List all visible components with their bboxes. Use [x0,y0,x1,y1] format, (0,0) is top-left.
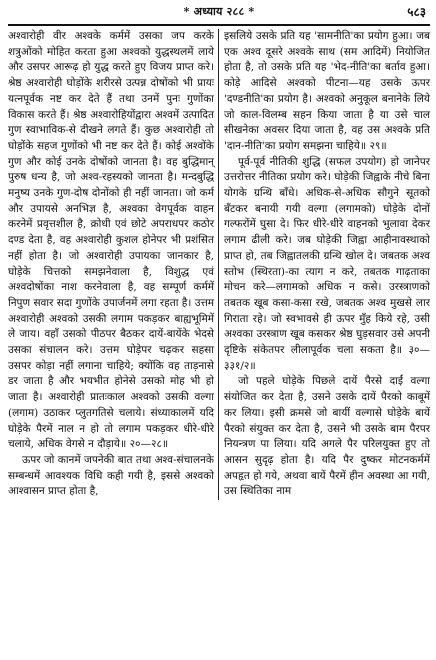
paragraph: अश्वारोही वीर अश्वके कर्ममें उसका जप करके शत्रुओंको मोहित करता हुआ अश्वको युद्धस्थलमें लाये और उसपर आरूढ़ हो युद्ध करते हुए विजय प्राप्त करे। श्रेष्ठ अश्वारोही घोड़ोंके शरीरसे उत्पन्न दोषोंको भी प्रायः यत्नपूर्वक नष्ट कर देते हैं तथा उनमें पुनः गुणोंका विकास करते हैं। श्रेष्ठ अश्वारोहियोंद्वारा अश्वमें उत्पादित गुण स्वाभाविक-से दीखने लगते हैं। कुछ अश्वारोही तो घोड़ोंके सहज गुणोंको भी नष्ट कर देते हैं। कोई अश्वोंके गुण और कोई उनके दोषोंको जानता है। वह बुद्धिमान् पुरुष धन्य है, जो अश्व-रहस्यको जानता है। मन्दबुद्धि मनुष्य उनके गुण-दोष दोनोंको ही नहीं जानता। जो कर्म और उपायसे अनभिज्ञ है, अश्वका वेगपूर्वक वाहन करनेमें प्रवृत्तशील है, क्रोधी एवं छोटे अपराधपर कठोर दण्ड देता है, वह अश्वारोही कुशल होनेपर भी प्रशंसित नहीं होता है। जो अश्वारोही उपायका जानकार है, घोड़ेके चित्तको समझनेवाला है, विशुद्ध एवं अश्वदोषोंका नाश करनेवाला है, वह सम्पूर्ण कर्ममें निपुण सवार सदा गुणोंके उपार्जनमें लगा रहता है। उत्तम अश्वारोही अश्वको उसकी लगाम पकड़कर बाह्यभूमिमें ले जाय। वहाँ उसको पीठपर बैठकर दायें-बायेंके भेदसे उसका संचालन करे। उत्तम घोड़ेपर चढ़कर सहसा उसपर कोड़ा नहीं लगाना चाहिये; क्योंकि वह ताड़नासे डर जाता है और भयभीत होनेसे उसको मोह भी हो जाता है। अश्वारोही प्रातःकाल अश्वको उसकी वल्गा (लगाम) उठाकर प्लुतगतिसे चलाये। संध्याकालमें यदि घोड़ेके पैरमें नाल न हो तो लगाम पकड़कर धीरे-धीरे चलाये, अधिक वेगसे न दौड़ाये॥ २०—२८॥ [8,30,214,451]
left-column [8,29,219,500]
page-header [8,2,430,24]
page-number: ५८३ [407,5,426,19]
header-rule [8,24,430,26]
right-column [219,29,430,500]
paragraph: इसलिये उसके प्रति यह 'सामनीति'का प्रयोग हुआ। जब एक अश्व दूसरे अश्वके साथ (सम आदिमें) नियोजित होता है, तो उसके प्रति यह 'भेद-नीति'का बर्ताव हुआ। कोड़े आदिसे अश्वको पीटना—यह उसके ऊपर 'दण्डनीति'का प्रयोग है। अश्वको अनुकूल बनानेके लिये जो काल-विलम्ब सहन किया जाता है या उसे चाल सीखनेका अवसर दिया जाता है, वह उस अश्वके प्रति 'दान-नीति'का प्रयोग समझना चाहिये॥ २९॥ [224,30,430,152]
chapter-title: * अध्याय २८८ * [183,5,255,18]
paragraph: पूर्व-पूर्व नीतिकी शुद्धि (सफल उपयोग) हो जानेपर उत्तरोत्तर नीतिका प्रयोग करे। घोड़ेकी जिह्वाके नीचे बिना योगके ग्रन्थि बाँधे। अधिक-से-अधिक सौगुने सूतको बँटकर बनायी गयी वल्गा (लगामको) घोड़ेके दोनों गल्फरोंमें घुसा दे। फिर धीरे-धीरे वाहनको भुलावा देकर लगाम ढीली करे। जब घोड़ेकी जिह्वा आहीनावस्थाको प्राप्त हो, तब जिह्वातलकी ग्रन्थि खोल दे। जबतक अश्व स्तोभ (स्थिरता)-का त्याग न करे, तबतक गाढ़ताका मोचन करे—लगामको अधिक न कसे। उरस्त्राणको तबतक खूब कसा-कसा रखे, जबतक अश्व मुखसे लार गिराता रहे। जो स्वभावसे ही ऊपर मुँह किये रहे, उसी अश्वका उरस्त्राण खूब कसकर श्रेष्ठ घुड़सवार उसे अपनी दृष्टिके संकेतपर लीलापूर्वक चला सकता है॥ ३०—३३१/२॥ [224,155,430,372]
paragraph: जो पहले घोड़ेके पिछले दायें पैरसे दाईं वल्गा संयोजित कर देता है, उसने उसके दायें पैरको काबूमें कर लिया। इसी क्रमसे जो बायीं वल्गासे घोड़ेके बायें पैरको संयुक्त कर देता है, उसने भी उसके बाम पैरपर नियन्त्रण पा लिया। यदि अगले पैर परिलयुक्त हुए तो आसन सुदृढ़ होता है। यदि पैर दुष्कर मोटनकर्ममें अपहृत हो गये, अथवा बायें पैरमें हीन अवस्था आ गयी, उस स्थितिका नाम [224,375,430,498]
text-columns [8,29,430,500]
paragraph: ऊपर जो कानमें जपनेकी बात तथा अश्व-संचालनके सम्बन्धमें आवश्यक विधि कही गयी है, इससे अश्वको आश्वासन प्राप्त होता है, [8,453,214,498]
